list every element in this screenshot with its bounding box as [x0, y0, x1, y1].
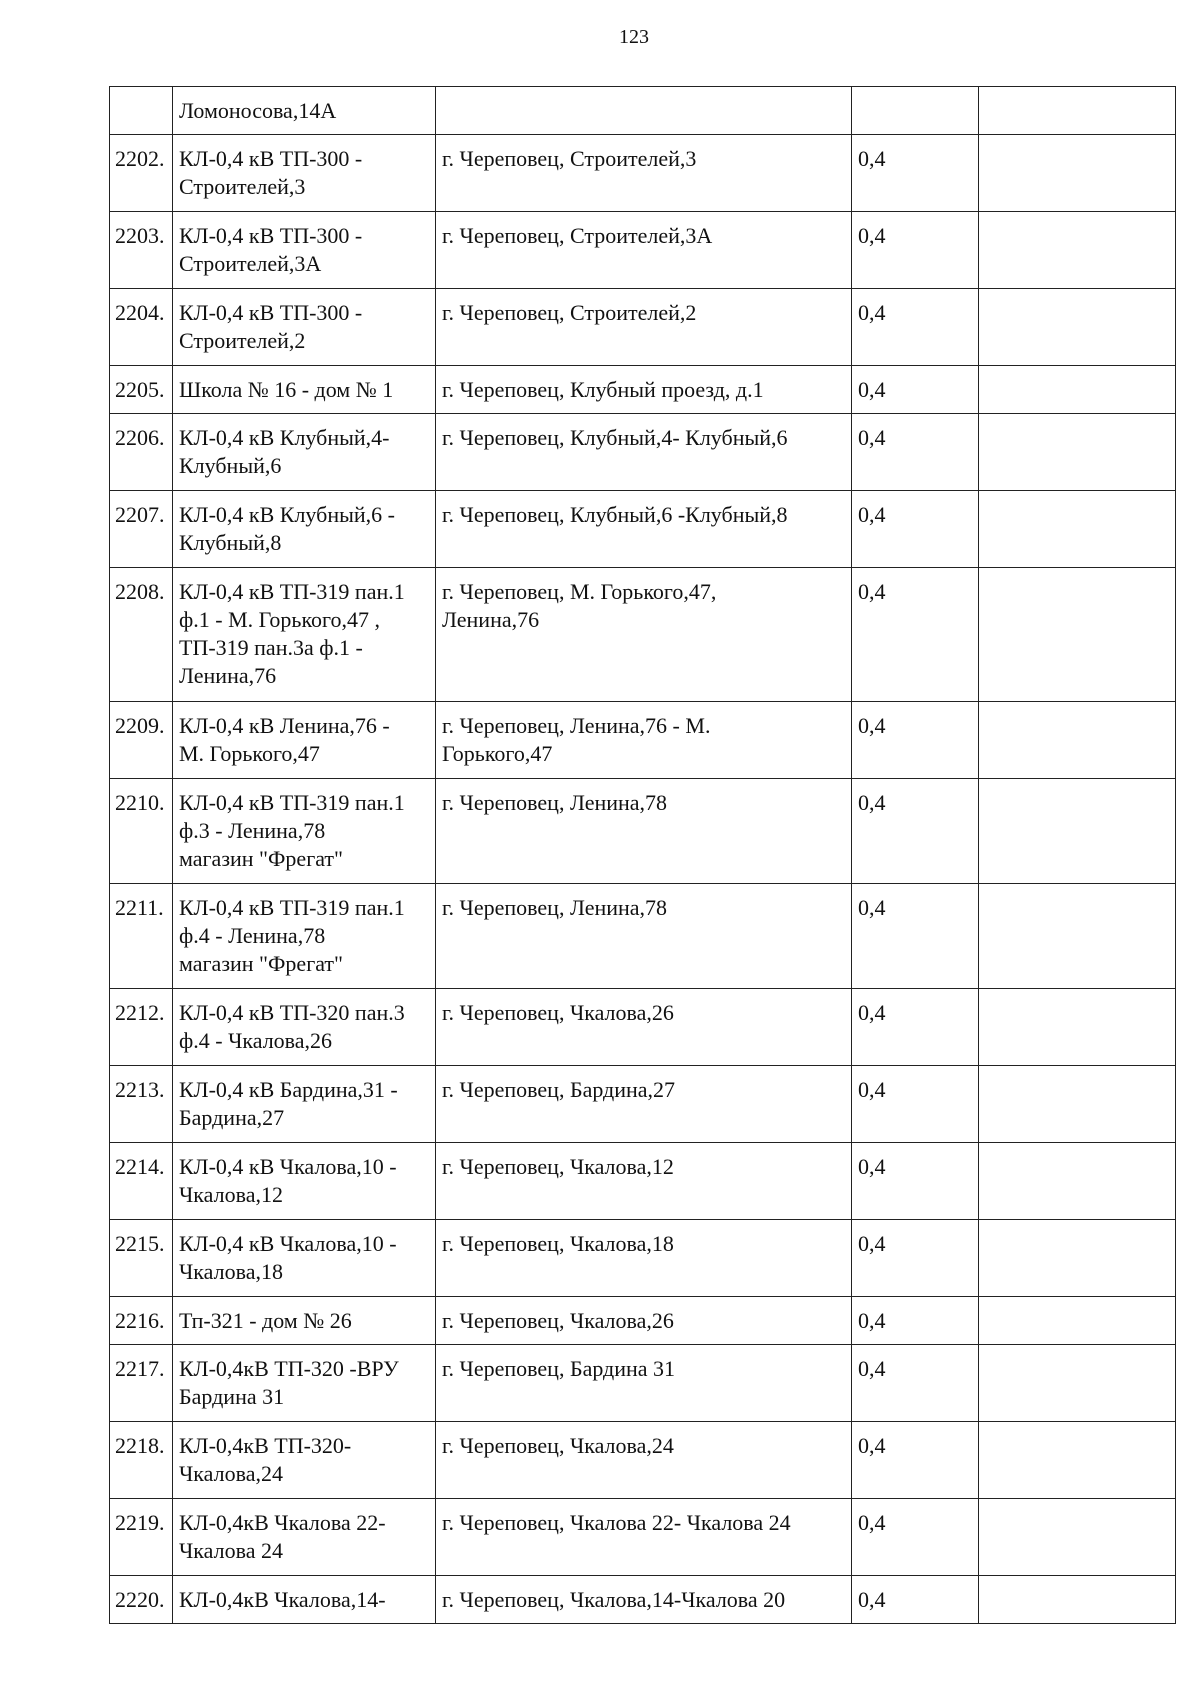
line-name: КЛ-0,4 кВ ТП-319 пан.1 ф.1 - М. Горького,47 , ТП-319 пан.3а ф.1 - Ленина,76 [173, 568, 436, 702]
table-row [110, 289, 1176, 366]
table-row [110, 884, 1176, 989]
extra-cell [979, 87, 1176, 135]
line-address: г. Череповец, М. Горького,47, Ленина,76 [436, 568, 852, 702]
extra-cell [979, 212, 1176, 289]
registry-table [109, 86, 1176, 1624]
line-name: КЛ-0,4 кВ ТП-300 - Строителей,3 [173, 135, 436, 212]
line-name: КЛ-0,4 кВ ТП-319 пан.1 ф.3 - Ленина,78 магазин "Фрегат" [173, 779, 436, 884]
extra-cell [979, 289, 1176, 366]
voltage-kv: 0,4 [852, 414, 979, 491]
line-address: г. Череповец, Клубный,4- Клубный,6 [436, 414, 852, 491]
line-address: г. Череповец, Чкалова,26 [436, 989, 852, 1066]
row-number: 2207. [110, 491, 173, 568]
voltage-kv: 0,4 [852, 779, 979, 884]
line-address: г. Череповец, Ленина,78 [436, 779, 852, 884]
voltage-kv: 0,4 [852, 135, 979, 212]
table-row [110, 1345, 1176, 1422]
line-address: г. Череповец, Ленина,76 - М. Горького,47 [436, 702, 852, 779]
voltage-kv: 0,4 [852, 1345, 979, 1422]
table-row [110, 212, 1176, 289]
table-row [110, 1576, 1176, 1624]
row-number: 2208. [110, 568, 173, 702]
line-address: г. Череповец, Чкалова,26 [436, 1297, 852, 1345]
table-row [110, 702, 1176, 779]
line-name: КЛ-0,4кВ ТП-320- Чкалова,24 [173, 1422, 436, 1499]
extra-cell [979, 366, 1176, 414]
registry-table-body [110, 87, 1176, 1624]
voltage-kv: 0,4 [852, 989, 979, 1066]
line-name: Школа № 16 - дом № 1 [173, 366, 436, 414]
voltage-kv: 0,4 [852, 1422, 979, 1499]
line-address: г. Череповец, Строителей,3А [436, 212, 852, 289]
line-name: КЛ-0,4 кВ Ленина,76 - М. Горького,47 [173, 702, 436, 779]
row-number: 2213. [110, 1066, 173, 1143]
line-address: г. Череповец, Чкалова,18 [436, 1220, 852, 1297]
row-number: 2204. [110, 289, 173, 366]
row-number: 2215. [110, 1220, 173, 1297]
row-number: 2212. [110, 989, 173, 1066]
voltage-kv: 0,4 [852, 1576, 979, 1624]
row-number: 2211. [110, 884, 173, 989]
table-row [110, 1422, 1176, 1499]
voltage-kv: 0,4 [852, 568, 979, 702]
row-number: 2216. [110, 1297, 173, 1345]
table-row [110, 989, 1176, 1066]
row-number: 2206. [110, 414, 173, 491]
row-number: 2202. [110, 135, 173, 212]
table-row [110, 1143, 1176, 1220]
line-address: г. Череповец, Бардина,27 [436, 1066, 852, 1143]
line-name: КЛ-0,4 кВ ТП-300 - Строителей,3А [173, 212, 436, 289]
voltage-kv: 0,4 [852, 289, 979, 366]
line-name: КЛ-0,4 кВ Чкалова,10 - Чкалова,12 [173, 1143, 436, 1220]
line-address: г. Череповец, Чкалова 22- Чкалова 24 [436, 1499, 852, 1576]
table-row [110, 414, 1176, 491]
extra-cell [979, 702, 1176, 779]
extra-cell [979, 1576, 1176, 1624]
row-number [110, 87, 173, 135]
voltage-kv [852, 87, 979, 135]
line-name: КЛ-0,4 кВ ТП-320 пан.3 ф.4 - Чкалова,26 [173, 989, 436, 1066]
table-row [110, 366, 1176, 414]
row-number: 2203. [110, 212, 173, 289]
row-number: 2218. [110, 1422, 173, 1499]
line-address: г. Череповец, Строителей,3 [436, 135, 852, 212]
table-row [110, 779, 1176, 884]
table-row [110, 87, 1176, 135]
row-number: 2210. [110, 779, 173, 884]
line-name: КЛ-0,4кВ Чкалова,14- [173, 1576, 436, 1624]
row-number: 2205. [110, 366, 173, 414]
line-name: Ломоносова,14А [173, 87, 436, 135]
voltage-kv: 0,4 [852, 1066, 979, 1143]
table-row [110, 1499, 1176, 1576]
voltage-kv: 0,4 [852, 491, 979, 568]
extra-cell [979, 1422, 1176, 1499]
line-name: КЛ-0,4 кВ ТП-300 - Строителей,2 [173, 289, 436, 366]
extra-cell [979, 1499, 1176, 1576]
line-name: Тп-321 - дом № 26 [173, 1297, 436, 1345]
voltage-kv: 0,4 [852, 1297, 979, 1345]
row-number: 2217. [110, 1345, 173, 1422]
table-row [110, 1297, 1176, 1345]
line-address: г. Череповец, Чкалова,12 [436, 1143, 852, 1220]
extra-cell [979, 1345, 1176, 1422]
line-name: КЛ-0,4 кВ Чкалова,10 - Чкалова,18 [173, 1220, 436, 1297]
voltage-kv: 0,4 [852, 212, 979, 289]
table-row [110, 135, 1176, 212]
voltage-kv: 0,4 [852, 366, 979, 414]
line-name: КЛ-0,4кВ ТП-320 -ВРУ Бардина 31 [173, 1345, 436, 1422]
extra-cell [979, 1297, 1176, 1345]
voltage-kv: 0,4 [852, 1143, 979, 1220]
line-address: г. Череповец, Клубный проезд, д.1 [436, 366, 852, 414]
voltage-kv: 0,4 [852, 702, 979, 779]
page-number: 123 [619, 26, 649, 48]
voltage-kv: 0,4 [852, 884, 979, 989]
extra-cell [979, 491, 1176, 568]
line-name: КЛ-0,4 кВ Бардина,31 - Бардина,27 [173, 1066, 436, 1143]
line-address: г. Череповец, Чкалова,14-Чкалова 20 [436, 1576, 852, 1624]
line-name: КЛ-0,4 кВ Клубный,6 - Клубный,8 [173, 491, 436, 568]
table-row [110, 491, 1176, 568]
table-row [110, 1220, 1176, 1297]
extra-cell [979, 779, 1176, 884]
row-number: 2214. [110, 1143, 173, 1220]
line-address: г. Череповец, Чкалова,24 [436, 1422, 852, 1499]
table-row [110, 1066, 1176, 1143]
extra-cell [979, 989, 1176, 1066]
extra-cell [979, 414, 1176, 491]
extra-cell [979, 884, 1176, 989]
voltage-kv: 0,4 [852, 1220, 979, 1297]
extra-cell [979, 135, 1176, 212]
row-number: 2219. [110, 1499, 173, 1576]
line-name: КЛ-0,4кВ Чкалова 22- Чкалова 24 [173, 1499, 436, 1576]
row-number: 2220. [110, 1576, 173, 1624]
voltage-kv: 0,4 [852, 1499, 979, 1576]
row-number: 2209. [110, 702, 173, 779]
line-address: г. Череповец, Бардина 31 [436, 1345, 852, 1422]
extra-cell [979, 1220, 1176, 1297]
extra-cell [979, 1066, 1176, 1143]
line-name: КЛ-0,4 кВ ТП-319 пан.1 ф.4 - Ленина,78 магазин "Фрегат" [173, 884, 436, 989]
line-address: г. Череповец, Строителей,2 [436, 289, 852, 366]
line-address: г. Череповец, Клубный,6 -Клубный,8 [436, 491, 852, 568]
line-address: г. Череповец, Ленина,78 [436, 884, 852, 989]
line-name: КЛ-0,4 кВ Клубный,4- Клубный,6 [173, 414, 436, 491]
line-address [436, 87, 852, 135]
extra-cell [979, 1143, 1176, 1220]
table-row [110, 568, 1176, 702]
extra-cell [979, 568, 1176, 702]
